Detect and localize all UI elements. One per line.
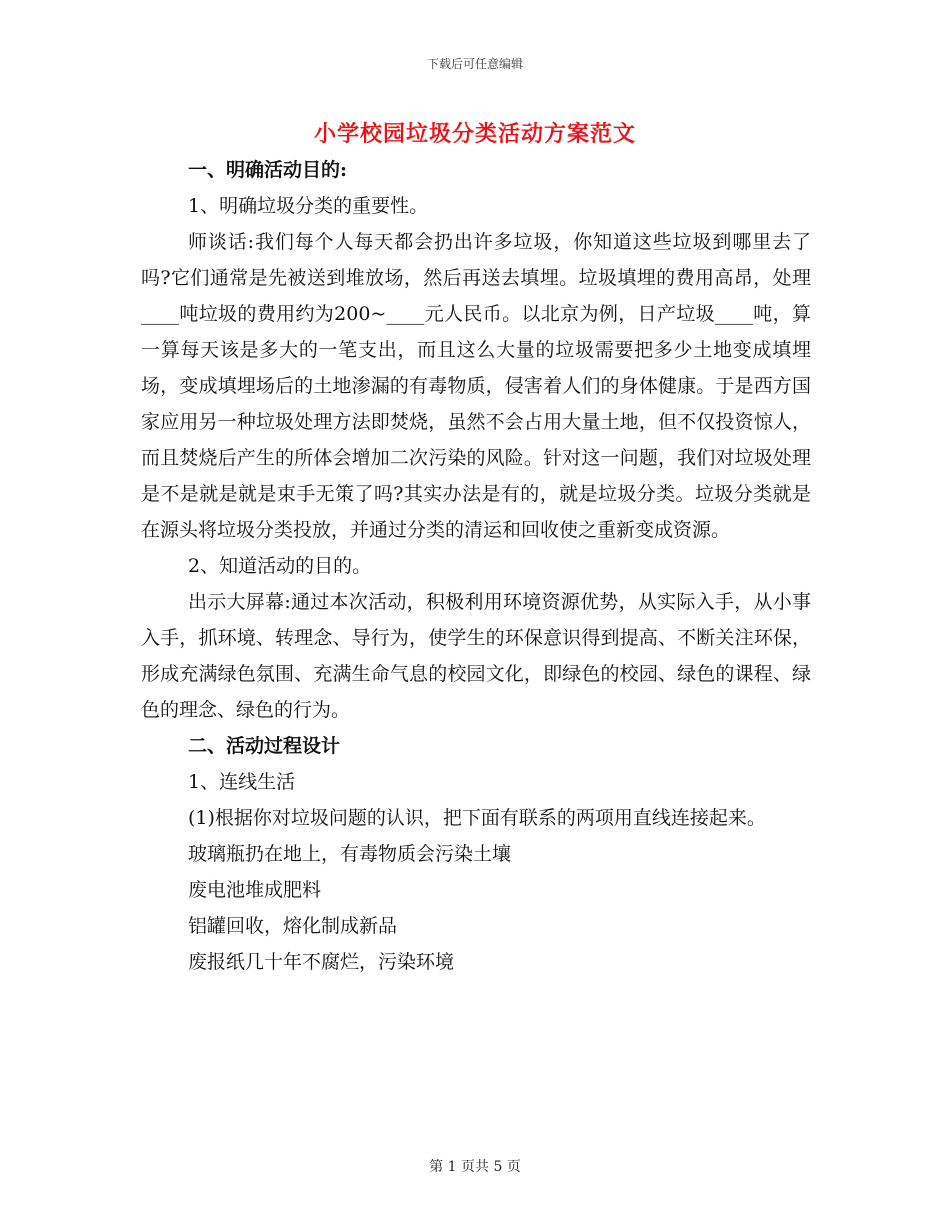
task-1-text: (1)根据你对垃圾问题的认识，把下面有联系的两项用直线连接起来。 [188, 807, 766, 829]
section-1-heading: 一、明确活动目的: [188, 159, 348, 181]
list-item: 废报纸几十年不腐烂，污染环境 [188, 951, 455, 973]
paragraph-2: 出示大屏幕:通过本次活动，积极利用环境资源优势，从实际入手，从小事入手，抓环境、转理念、导行为，使学生的环保意识得到提高、不断关注环保，形成充满绿色氛围、充满生命气息的校园文化，即绿色的校园、绿色的课程、绿色的理念、绿色的行为。 [141, 591, 811, 721]
list-item: 铝罐回收，熔化制成新品 [188, 915, 398, 937]
document-title: 小学校园垃圾分类活动方案范文 [313, 121, 636, 147]
subsection-1-heading: 1、连线生活 [188, 771, 296, 793]
item-1-heading: 1、明确垃圾分类的重要性。 [188, 195, 429, 217]
item-2-heading: 2、知道活动的目的。 [188, 555, 372, 577]
list-item: 玻璃瓶扔在地上，有毒物质会污染土壤 [188, 843, 512, 865]
paragraph-1: 师谈话:我们每个人每天都会扔出许多垃圾，你知道这些垃圾到哪里去了吗?它们通常是先被送到堆放场，然后再送去填埋。垃圾填埋的费用高昂，处理____吨垃圾的费用约为200~____元人民币。以北京为例，日产垃圾____吨，算一算每天该是多大的一笔支出，而且这么大量的垃圾需要把多少土地变成填埋场，变成填埋场后的土地渗漏的有毒物质，侵害着人们的身体健康。于是西方国家应用另一种垃圾处理方法即焚烧，虽然不会占用大量土地，但不仅投资惊人，而且焚烧后产生的所体会增加二次污染的风险。针对这一问题，我们对垃圾处理是不是就是就是束手无策了吗?其实办法是有的，就是垃圾分类。垃圾分类就是在源头将垃圾分类投放，并通过分类的清运和回收使之重新变成资源。 [141, 231, 811, 541]
page-footer: 第 1 页共 5 页 [429, 1159, 521, 1175]
list-item: 废电池堆成肥料 [188, 879, 322, 901]
page-header: 下载后可任意编辑 [426, 57, 523, 71]
document-body [141, 152, 811, 980]
section-2-heading: 二、活动过程设计 [188, 735, 341, 757]
